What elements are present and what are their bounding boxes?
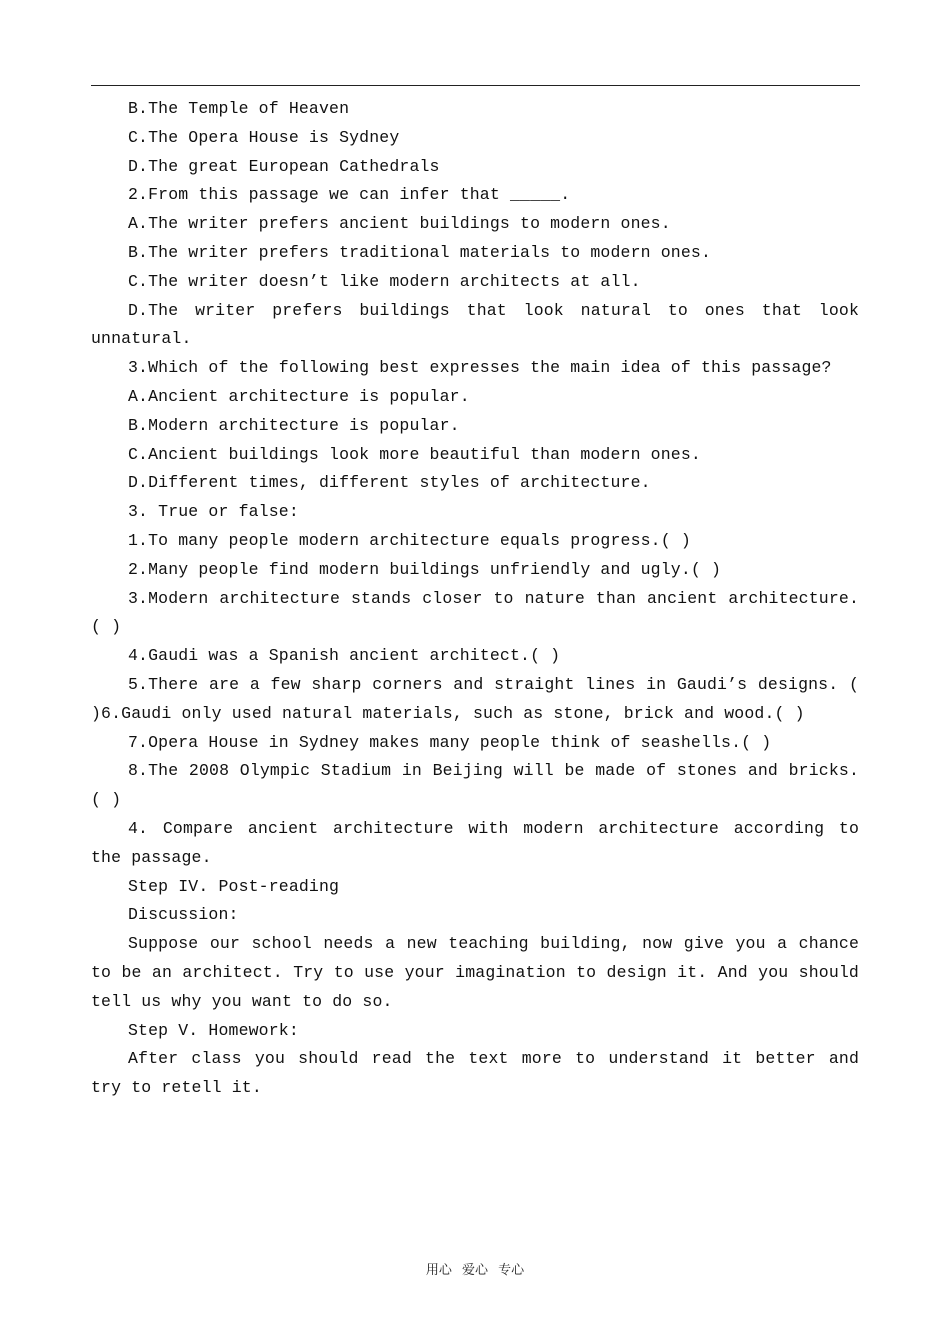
- question-2: 2.From this passage we can infer that _____.: [128, 185, 571, 205]
- page-footer: 用心 爱心 专心: [425, 1263, 525, 1278]
- tf-item-5-6: 5.There are a few sharp corners and straight lines in Gaudi’s designs. ( )6.Gaudi only used natural materials, such as stone, brick and wood.( ): [91, 674, 859, 723]
- step-5-heading: Step V. Homework:: [128, 1020, 299, 1040]
- discussion-label: Discussion:: [128, 905, 239, 925]
- tf-item-8: 8.The 2008 Olympic Stadium in Beijing will be made of stones and bricks.( ): [91, 761, 859, 810]
- tf-item-1: 1.To many people modern architecture equals progress.( ): [128, 530, 691, 550]
- option-b-temple: B.The Temple of Heaven: [128, 99, 350, 118]
- q2-option-d: D.The writer prefers buildings that look natural to ones that look unnatural.: [91, 300, 859, 349]
- tf-item-4: 4.Gaudi was a Spanish ancient architect.( ): [128, 646, 561, 666]
- tf-item-2: 2.Many people find modern buildings unfriendly and ugly.( ): [128, 559, 722, 579]
- tf-item-7: 7.Opera House in Sydney makes many people think of seashells.( ): [128, 732, 772, 752]
- discussion-text: Suppose our school needs a new teaching building, now give you a chance to be an architect. Try to use your imagination to design it. And you should tell us why you want to do so.: [91, 934, 859, 1011]
- q3-option-d: D.Different times, different styles of architecture.: [128, 473, 651, 493]
- step-4-heading: Step IV. Post-reading: [128, 876, 340, 896]
- tf-item-3: 3.Modern architecture stands closer to nature than ancient architecture.( ): [91, 588, 859, 637]
- q3-option-c: C.Ancient buildings look more beautiful than modern ones.: [128, 444, 701, 464]
- q2-option-a: A.The writer prefers ancient buildings to modern ones.: [128, 214, 671, 234]
- option-d-cathedrals: D.The great European Cathedrals: [128, 156, 440, 176]
- document-body: [91, 95, 859, 1103]
- header-rule: [91, 85, 860, 86]
- compare-task: 4. Compare ancient architecture with modern architecture according to the passage.: [91, 818, 859, 867]
- question-3: 3.Which of the following best expresses the main idea of this passage?: [128, 358, 832, 378]
- q3-option-b: B.Modern architecture is popular.: [128, 415, 460, 435]
- q2-option-c: C.The writer doesn’t like modern architects at all.: [128, 271, 641, 291]
- true-false-heading: 3. True or false:: [128, 502, 299, 522]
- q2-option-b: B.The writer prefers traditional materials to modern ones.: [128, 242, 711, 262]
- homework-text: After class you should read the text more to understand it better and try to retell it.: [91, 1049, 859, 1098]
- q3-option-a: A.Ancient architecture is popular.: [128, 386, 470, 406]
- option-c-opera: C.The Opera House is Sydney: [128, 127, 400, 147]
